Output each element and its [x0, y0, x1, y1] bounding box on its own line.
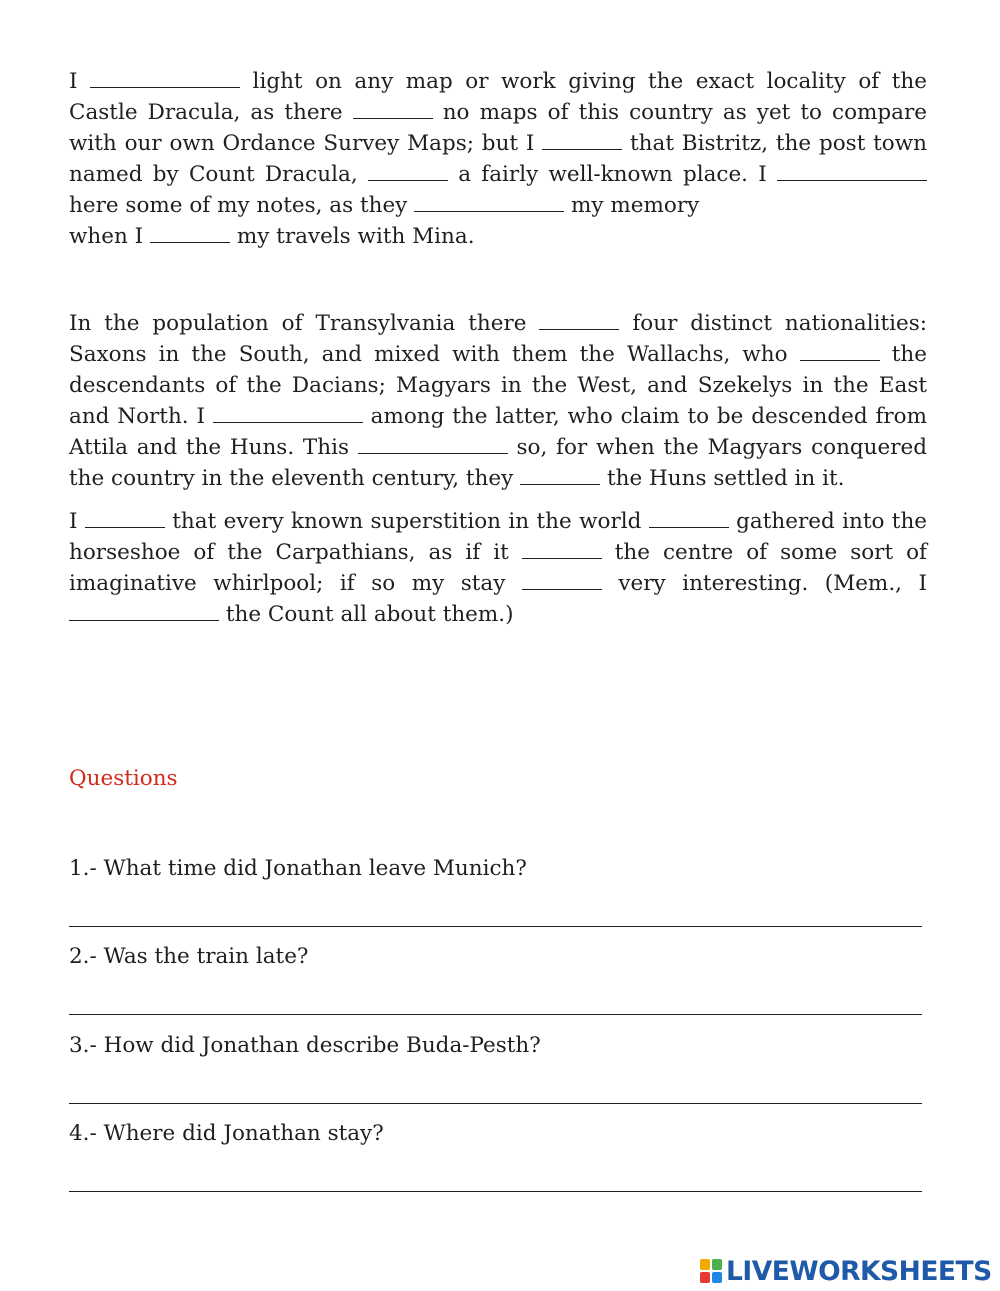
blank-field[interactable]: [522, 540, 602, 559]
blank-field[interactable]: [150, 224, 230, 243]
paragraph-1: [69, 66, 927, 221]
passage-text: my memory: [564, 193, 700, 218]
blank-field[interactable]: [800, 342, 880, 361]
passage-text: among the latter, who claim to be descended from Attila and the Huns. This: [69, 404, 928, 460]
blank-field[interactable]: [522, 571, 602, 590]
answer-line-1[interactable]: [69, 926, 922, 927]
blank-field[interactable]: [90, 69, 240, 88]
passage-text: that Bistritz, the post town named by Count Dracula,: [69, 131, 927, 187]
logo-text: LIVEWORKSHEETS: [726, 1255, 992, 1287]
question-1: 1.- What time did Jonathan leave Munich?: [69, 856, 527, 881]
passage-text: no maps of this country as yet to compare with our own Ordance Survey Maps; but I: [69, 100, 927, 156]
passage-text: a fairly well-known place. I: [447, 162, 778, 187]
passage-text: In the population of Transylvania there: [69, 311, 540, 336]
question-3: 3.- How did Jonathan describe Buda-Pesth?: [69, 1033, 541, 1058]
answer-line-4[interactable]: [69, 1191, 922, 1192]
liveworksheets-logo: [699, 1256, 992, 1286]
passage-text: here some of my notes, as they: [69, 193, 415, 218]
blank-field[interactable]: [414, 193, 564, 212]
passage-text: light on any map or work giving the exact locality of the Castle Dracula, as there: [69, 69, 928, 125]
blank-field[interactable]: [520, 466, 600, 485]
passage-text: the Count all about them.): [219, 602, 514, 627]
blank-field[interactable]: [542, 131, 622, 150]
paragraph-4: [69, 506, 927, 630]
passage-text: that every known superstition in the world: [164, 509, 649, 534]
questions-heading: Questions: [69, 766, 178, 791]
passage-text: I: [69, 509, 85, 534]
blank-field[interactable]: [85, 509, 165, 528]
blank-field[interactable]: [777, 162, 927, 181]
reading-passage: [69, 66, 927, 630]
blank-field[interactable]: [213, 404, 363, 423]
paragraph-3: [69, 308, 927, 494]
question-4: 4.- Where did Jonathan stay?: [69, 1121, 384, 1146]
liveworksheets-logo-icon: [699, 1258, 723, 1284]
passage-text: gathered into the horseshoe of the Carpathians, as if it: [69, 509, 928, 565]
blank-field[interactable]: [368, 162, 448, 181]
passage-text: the descendants of the Dacians; Magyars in the West, and Szekelys in the East and North. I: [69, 342, 927, 429]
blank-field[interactable]: [539, 311, 619, 330]
paragraph-2: [69, 221, 927, 252]
blank-field[interactable]: [353, 100, 433, 119]
passage-text: the centre of some sort of imaginative whirlpool; if so my stay: [69, 540, 927, 596]
question-2: 2.- Was the train late?: [69, 944, 309, 969]
passage-text: I: [69, 69, 91, 94]
answer-line-3[interactable]: [69, 1103, 922, 1104]
passage-text: when I: [69, 224, 150, 249]
passage-text: my travels with Mina.: [229, 224, 475, 249]
blank-field[interactable]: [69, 602, 219, 621]
passage-text: four distinct nationalities: Saxons in the South, and mixed with them the Wallachs, who: [69, 311, 927, 367]
blank-field[interactable]: [649, 509, 729, 528]
answer-line-2[interactable]: [69, 1014, 922, 1015]
blank-field[interactable]: [358, 435, 508, 454]
passage-text: very interesting. (Mem., I: [601, 571, 927, 596]
passage-text: the Huns settled in it.: [600, 466, 845, 491]
passage-text: so, for when the Magyars conquered the country in the eleventh century, they: [69, 435, 928, 491]
